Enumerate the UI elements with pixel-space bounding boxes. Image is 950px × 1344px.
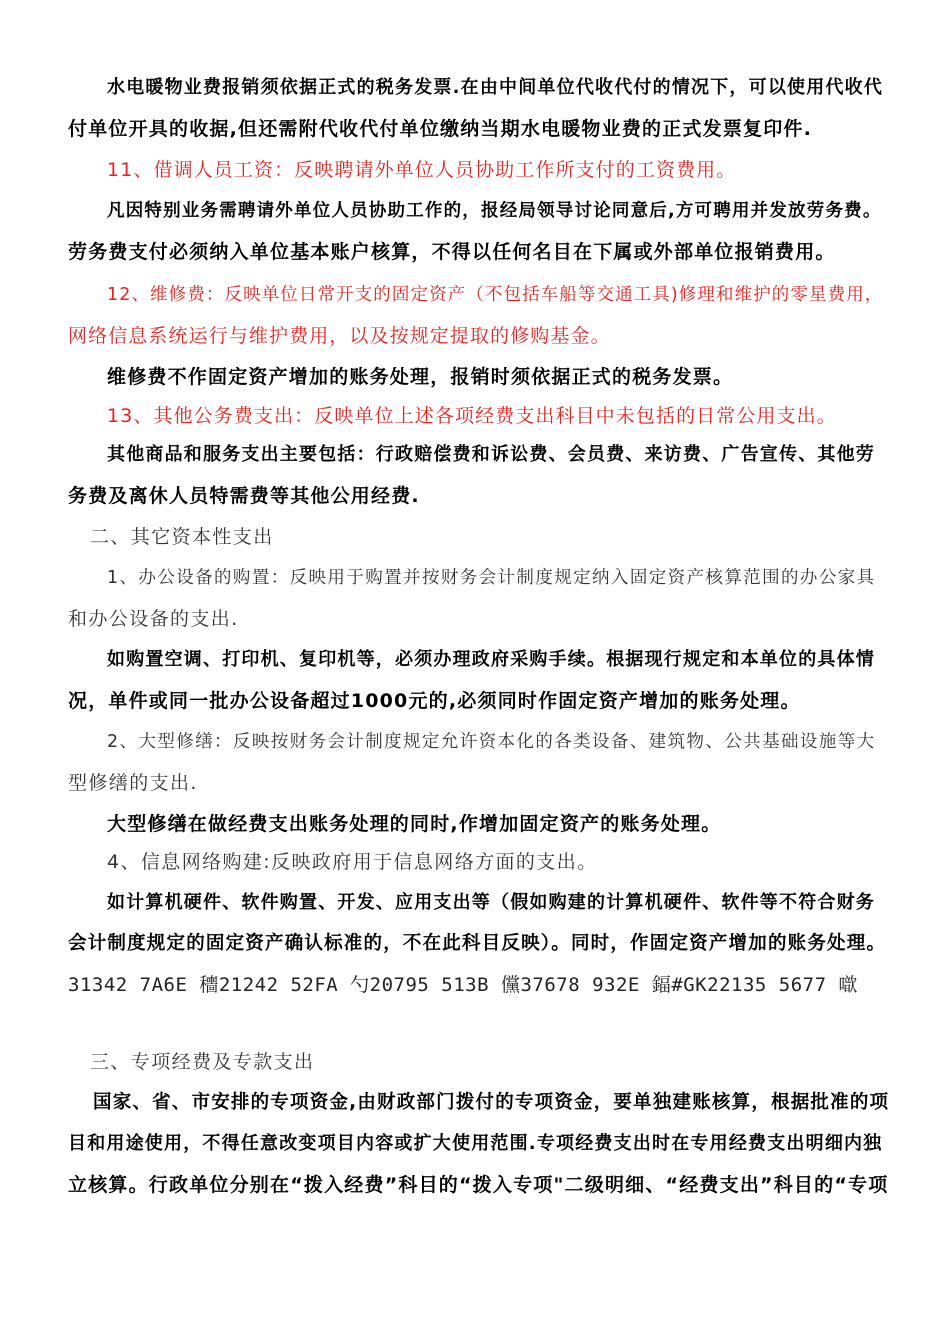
paragraph-line: 如购置空调、打印机、复印机等，必须办理政府采购手续。根据现行规定和本单位的具体情 <box>107 649 875 670</box>
paragraph-line: 和办公设备的支出. <box>68 608 239 630</box>
paragraph-line: 务费及离休人员特需费等其他公用经费. <box>68 485 420 507</box>
paragraph-line: 会计制度规定的固定资产确认标准的，不在此科目反映）。同时，作固定资产增加的账务处理。 <box>68 933 887 954</box>
paragraph-line: 其他商品和服务支出主要包括：行政赔偿费和诉讼费、会员费、来访费、广告宣传、其他劳 <box>107 444 875 465</box>
item-13-heading: 13、其他公务费支出：反映单位上述各项经费支出科目中未包括的日常公用支出。 <box>107 405 837 427</box>
item-12-heading: 12、维修费：反映单位日常开支的固定资产（不包括车船等交通工具)修理和维护的零星费用， <box>107 285 884 305</box>
paragraph-line: 立核算。行政单位分别在“拨入经费”科目的“拨入专项"二级明细、“经费支出”科目的“专项 <box>68 1174 889 1196</box>
item-12-heading-cont: 网络信息系统运行与维护费用，以及按规定提取的修购基金。 <box>68 325 611 347</box>
paragraph-line: 2、大型修缮：反映按财务会计制度规定允许资本化的各类设备、建筑物、公共基础设施等大 <box>107 732 876 752</box>
paragraph-line: 目和用途使用，不得任意改变项目内容或扩大使用范围.专项经费支出时在专用经费支出明细内独 <box>68 1133 883 1154</box>
paragraph-line: 况，单件或同一批办公设备超过1000元的,必须同时作固定资产增加的账务处理。 <box>68 690 801 712</box>
paragraph-line: 4、信息网络购建:反映政府用于信息网络方面的支出。 <box>107 851 598 873</box>
section-3-heading: 三、专项经费及专款支出 <box>90 1051 315 1073</box>
paragraph-line: 国家、省、市安排的专项资金,由财政部门拨付的专项资金，要单独建账核算，根据批准的项 <box>93 1092 890 1113</box>
encoded-text-line: 31342 7A6E 穯21242 52FA 勺20795 513B 儻37678 932E 鍢#GK22135 5677 噷 <box>68 974 858 996</box>
item-11-heading: 11、借调人员工资：反映聘请外单位人员协助工作所支付的工资费用。 <box>107 159 737 181</box>
paragraph-line: 付单位开具的收据,但还需附代收代付单位缴纳当期水电暖物业费的正式发票复印件. <box>68 118 813 140</box>
section-2-heading: 二、其它资本性支出 <box>90 526 274 548</box>
paragraph-line: 1、办公设备的购置：反映用于购置并按财务会计制度规定纳入固定资产核算范围的办公家具 <box>107 568 876 588</box>
paragraph-line: 凡因特别业务需聘请外单位人员协助工作的，报经局领导讨论同意后,方可聘用并发放劳务费。 <box>107 201 882 221</box>
paragraph-line: 大型修缮在做经费支出账务处理的同时,作增加固定资产的账务处理。 <box>107 813 722 835</box>
paragraph-line: 如计算机硬件、软件购置、开发、应用支出等（假如购建的计算机硬件、软件等不符合财务 <box>107 892 875 913</box>
paragraph-line: 水电暖物业费报销须依据正式的税务发票.在由中间单位代收代付的情况下，可以使用代收代 <box>107 77 884 98</box>
paragraph-line: 型修缮的支出. <box>68 772 198 794</box>
paragraph-line: 维修费不作固定资产增加的账务处理，报销时须依据正式的税务发票。 <box>107 366 734 388</box>
paragraph-line: 劳务费支付必须纳入单位基本账户核算，不得以任何名目在下属或外部单位报销费用。 <box>68 241 836 263</box>
